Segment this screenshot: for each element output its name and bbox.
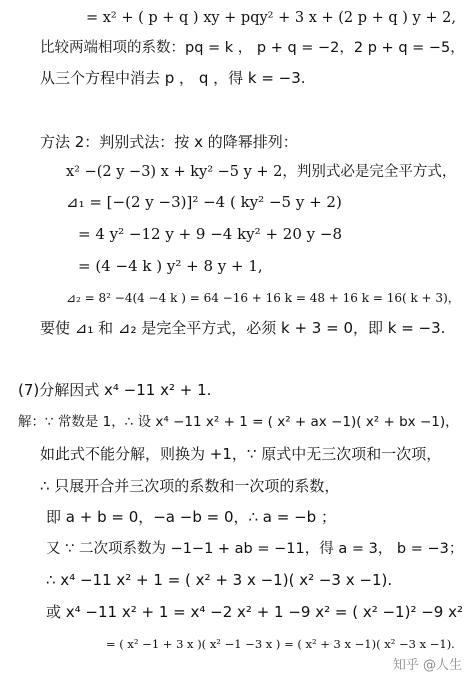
line-7: = 4 y² −12 y + 9 −4 ky² + 20 y −8	[78, 225, 342, 243]
line-10: 要使 ⊿₁ 和 ⊿₂ 是完全平方式，必须 k + 3 = 0，即 k = −3.	[40, 319, 446, 337]
watermark-text: 知乎 @人生	[392, 658, 462, 673]
line-9: ⊿₂ = 8² −4(4 −4 k ) = 64 −16 + 16 k = 48 + 16 k = 16( k + 3)，	[66, 291, 460, 305]
line-14: ∴ 只展开合并三次项的系数和一次项的系数，	[40, 477, 340, 495]
line-4: 方法 2：判别式法：按 x 的降幂排列：	[40, 133, 298, 151]
line-2: 比较两端相项的系数：pq = k ， p + q = −2，2 p + q = −5，	[40, 40, 465, 56]
line-18: 或 x⁴ −11 x² + 1 = x⁴ −2 x² + 1 −9 x² = ( x² −1)² −9 x²	[46, 603, 464, 621]
line-13: 如此式不能分解，则换为 +1，∵ 原式中无三次项和一次项，	[40, 445, 442, 463]
line-8: = (4 −4 k ) y² + 8 y + 1,	[78, 257, 263, 275]
line-16: 又 ∵ 二次项系数为 −1−1 + ab = −11，得 a = 3， b = −3；	[46, 541, 464, 557]
line-19: = ( x² −1 + 3 x )( x² −1 −3 x ) = ( x² + 3 x −1)( x² −3 x −1).	[106, 637, 455, 651]
line-17: ∴ x⁴ −11 x² + 1 = ( x² + 3 x −1)( x² −3 x −1).	[46, 571, 393, 589]
line-11: (7)分解因式 x⁴ −11 x² + 1.	[18, 381, 212, 399]
line-6: ⊿₁ = [−(2 y −3)]² −4 ( ky² −5 y + 2)	[66, 193, 342, 211]
line-1: = x² + ( p + q ) xy + pqy² + 3 x + (2 p + q ) y + 2,	[86, 10, 456, 26]
line-15: 即 a + b = 0，−a −b = 0，∴ a = −b ；	[46, 508, 336, 526]
line-3: 从三个方程中消去 p ， q ，得 k = −3.	[40, 69, 306, 87]
line-5: x² −(2 y −3) x + ky² −5 y + 2，判别式必是完全平方式，	[66, 164, 457, 180]
line-12: 解：∵ 常数是 1，∴ 设 x⁴ −11 x² + 1 = ( x² + ax −1)( x² + bx −1)，	[18, 414, 459, 430]
